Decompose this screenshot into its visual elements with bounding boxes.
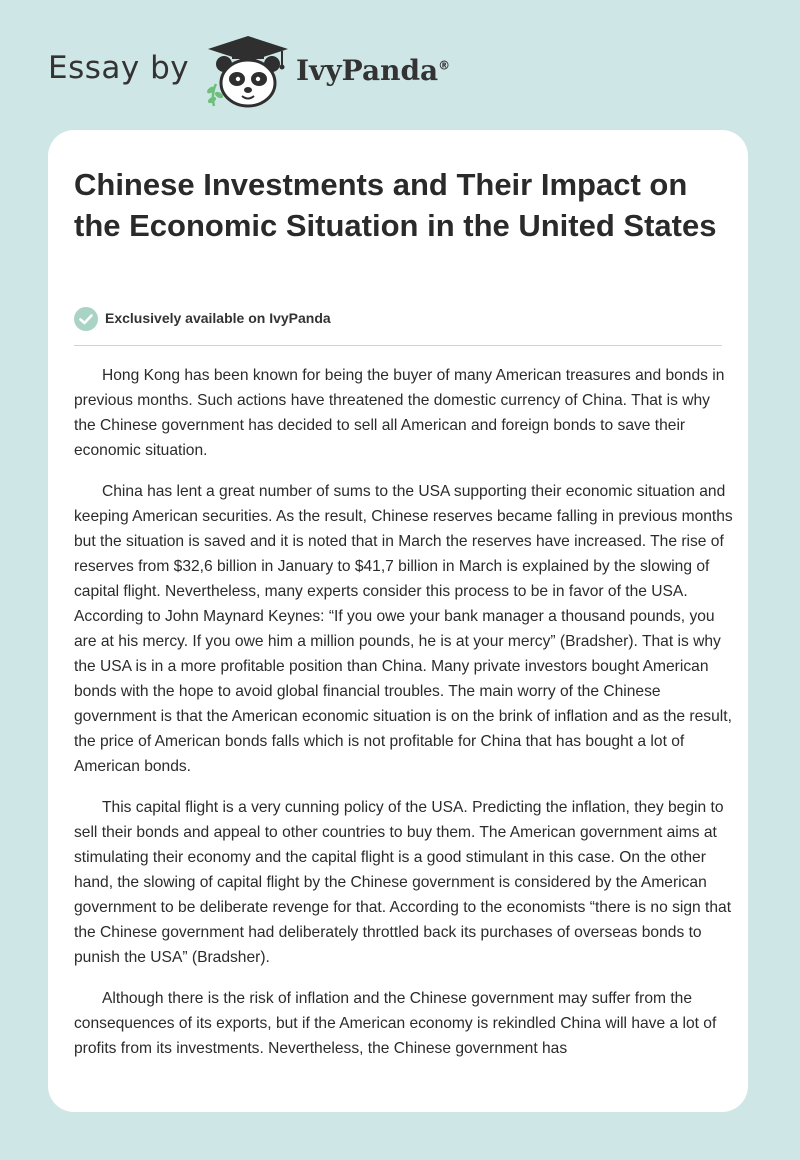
- essay-body: [74, 363, 734, 1077]
- registered-mark: ®: [438, 58, 451, 73]
- brand-name[interactable]: [296, 54, 450, 87]
- divider: [74, 345, 722, 346]
- brand-text[interactable]: IvyPanda: [296, 54, 439, 87]
- essay-paragraph: This capital flight is a very cunning policy of the USA. Predicting the inflation, they begin to sell their bonds and appeal to other countries to buy them. The American government aims at stimulating their economy and the capital flight is a good stimulant in this case. On the other hand, the slowing of capital flight by the Chinese government is considered by the American government to be deliberate revenge for that. According to the economists “there is no sign that the Chinese government had deliberately throttled back its purchases of overseas bonds to punish the USA” (Bradsher).: [74, 799, 732, 966]
- essay-title: Chinese Investments and Their Impact on the Economic Situation in the United States: [74, 167, 717, 243]
- essay-by-label: Essay by: [48, 50, 190, 86]
- exclusive-badge: [74, 306, 714, 332]
- exclusive-label: Exclusively available on IvyPanda: [105, 310, 331, 326]
- panda-logo-icon[interactable]: [202, 34, 294, 110]
- check-circle-icon: [74, 307, 98, 331]
- essay-paragraph: China has lent a great number of sums to the USA supporting their economic situation and keeping American securities. As the result, Chinese reserves became falling in previous months but the situation is saved and it is noted that in March the reserves have increased. The rise of reserves from $32,6 billion in January to $41,7 billion in March is explained by the slowing of capital flight. Nevertheless, many experts consider this process to be in favor of the USA. According to John Maynard Keynes: “If you owe your bank manager a thousand pounds, you are at his mercy. If you owe him a million pounds, he is at your mercy” (Bradsher). That is why the USA is in a more profitable position than China. Many private investors bought American bonds with the hope to avoid global financial troubles. The main worry of the Chinese government is that the American economic situation is on the brink of inflation and as the result, the price of American bonds falls which is not profitable for China that has bought a lot of American bonds.: [74, 483, 733, 775]
- essay-card: [48, 130, 748, 1112]
- site-header: [48, 34, 548, 110]
- essay-paragraph: Although there is the risk of inflation and the Chinese government may suffer from the consequences of its exports, but if the American economy is rekindled China will have a lot of profits from its investments. Nevertheless, the Chinese government has: [74, 990, 717, 1057]
- essay-paragraph: Hong Kong has been known for being the buyer of many American treasures and bonds in previous months. Such actions have threatened the domestic currency of China. That is why the Chinese government has decided to sell all American and foreign bonds to save their economic situation.: [74, 367, 725, 459]
